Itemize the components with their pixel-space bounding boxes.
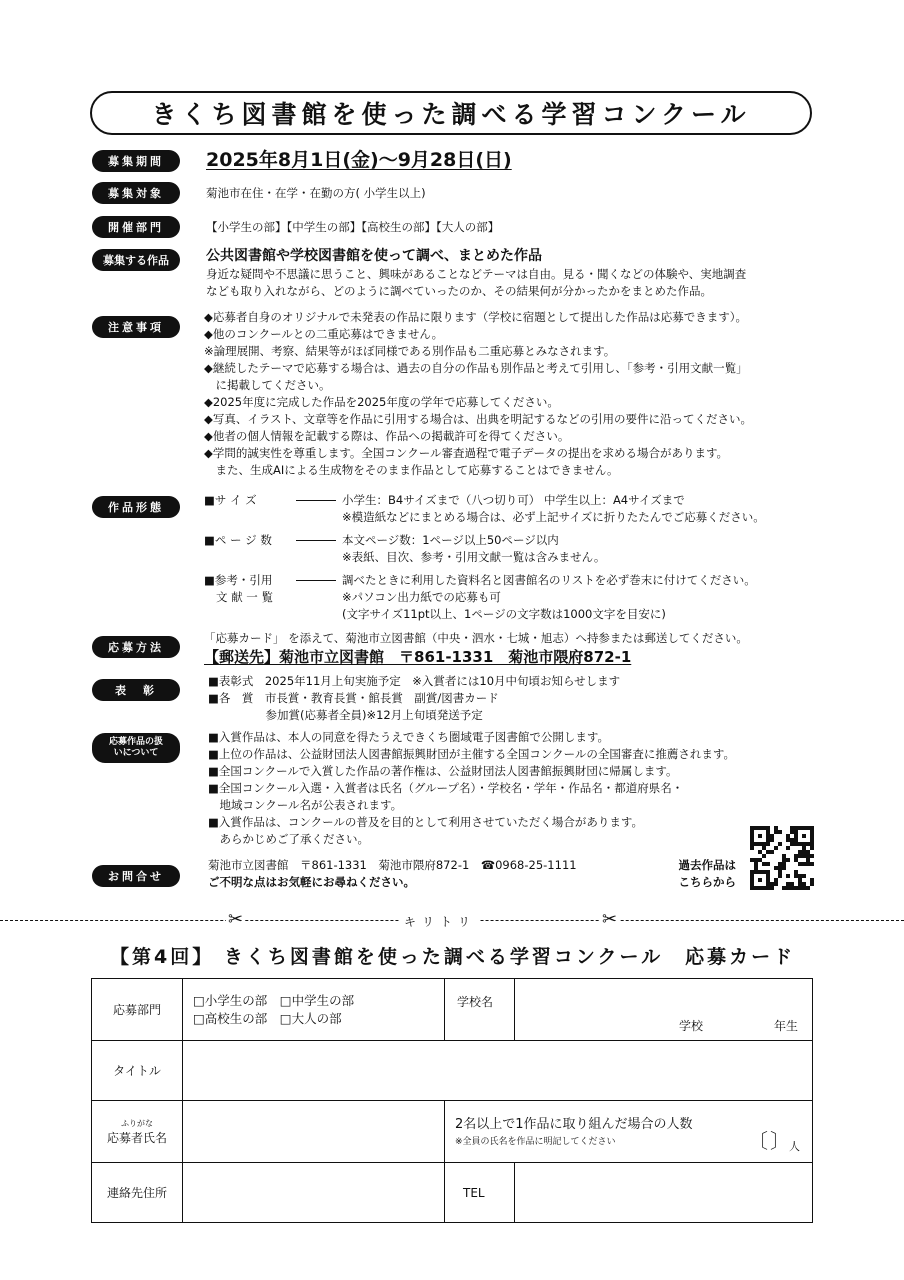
handling-line: ■上位の作品は、公益財団法人図書館振興財団が主催する全国コンクールの全国審査に推薦されます。 [208, 747, 735, 761]
name-label: 応募者氏名 [106, 1130, 167, 1145]
format-pages-line: ※表紙、目次、参考・引用文献一覧は含みません。 [342, 550, 606, 564]
group-text: 2名以上で1作品に取り組んだ場合の人数 [455, 1117, 693, 1132]
format-size-line: ※模造紙などにまとめる場合は、必ず上記サイズに折りたたんでご応募ください。 [342, 510, 765, 524]
furigana-label: ふりがな [121, 1118, 153, 1128]
note-line: また、生成AIによる生成物をそのまま作品として応募することはできません。 [204, 463, 619, 477]
divisions-text: 【小学生の部】【中学生の部】【高校生の部】【大人の部】 [206, 220, 500, 234]
divider-line [296, 580, 336, 581]
name-field[interactable] [183, 1101, 445, 1163]
note-line: ◆2025年度に完成した作品を2025年度の学年で応募してください。 [204, 395, 559, 409]
school-field[interactable] [515, 979, 813, 1041]
section-label-handling: 応募作品の扱いについて [92, 733, 180, 763]
divider-line [296, 540, 336, 541]
address-label: 連絡先住所 [92, 1163, 183, 1223]
past-works-caption [672, 857, 736, 891]
note-line: ※論理展開、考察、結果等がほぼ同様である別作品も二重応募とみなされます。 [204, 344, 616, 358]
division-option-line[interactable]: □高校生の部 □大人の部 [193, 1010, 342, 1026]
handling-block [208, 729, 824, 848]
scissors-icon: ✂ [602, 909, 618, 930]
handling-line: あらかじめご了承ください。 [208, 832, 369, 846]
note-line: ◆学問的誠実性を尊重します。全国コンクール審査過程で電子データの提出を求める場合があります。 [204, 446, 729, 460]
section-label-contact: お問合せ [92, 865, 180, 887]
tel-label: TEL [445, 1163, 515, 1223]
format-references-label: ■参考・引用 [204, 573, 273, 587]
card-title: 【第4回】 きくち図書館を使った調べる学習コンクール 応募カード [110, 946, 796, 968]
format-references-line: (文字サイズ11pt以上、1ページの文字数は1000文字を目安に) [342, 607, 666, 621]
award-line: ■表彰式 2025年11月上旬実施予定 ※入賞者には10月中旬頃お知らせします [208, 674, 621, 688]
contact-line: 菊池市立図書館 〒861-1331 菊池市隈府872-1 ☎0968-25-1111 [208, 858, 577, 872]
section-label-period: 募集期間 [92, 150, 180, 172]
note-line: ◆写真、イラスト、文章等を作品に引用する場合は、出典を明記するなどの引用の要件に沿ってください。 [204, 412, 752, 426]
group-cell[interactable] [445, 1101, 813, 1163]
name-label-cell [92, 1101, 183, 1163]
method-text: 「応募カード」 を添えて、菊池市立図書館（中央・泗水・七城・旭志）へ持参または郵送してください。 [204, 631, 748, 645]
past-works-line: 過去作品は [678, 858, 736, 872]
target-text: 菊池市在住・在学・在勤の方( 小学生以上) [206, 186, 426, 200]
grade-suffix: 年生 [773, 1019, 798, 1033]
section-label-divisions: 開催部門 [92, 216, 180, 238]
divider-line [296, 500, 336, 501]
award-block [208, 673, 824, 724]
note-line: ◆他のコンクールとの二重応募はできません。 [204, 327, 444, 341]
format-pages-line: 本文ページ数：1ページ以上50ページ以内 [342, 533, 559, 547]
section-label-award: 表 彰 [92, 679, 180, 701]
cut-text: キリトリ [400, 913, 480, 930]
section-label-method: 応募方法 [92, 636, 180, 658]
award-line: 参加賞(応募者全員)※12月上旬頃発送予定 [208, 708, 483, 722]
format-pages [204, 532, 814, 566]
works-line: なども取り入れながら、どのように調べていったのか、その結果何が分かったかをまとめた作品。 [206, 284, 712, 298]
handling-line: ■全国コンクールで入賞した作品の著作権は、公益財団法人図書館振興財団に帰属します。 [208, 764, 678, 778]
handling-line: ■入賞作品は、コンクールの普及を目的として利用させていただく場合があります。 [208, 815, 643, 829]
section-label-target: 募集対象 [92, 182, 180, 204]
section-label-works: 募集する作品 [92, 249, 180, 271]
school-label: 学校名 [445, 979, 515, 1041]
contact-note: ご不明な点はお気軽にお尋ねください。 [208, 875, 415, 889]
title-field[interactable] [183, 1041, 813, 1101]
format-size-label: ■サ イ ズ [204, 493, 257, 507]
past-works-line: こちらから [678, 875, 736, 889]
bracket-open-icon: 〔 [748, 1129, 768, 1153]
group-unit: 人 [789, 1140, 800, 1153]
group-note: ※全員の氏名を作品に明記してください [455, 1137, 616, 1147]
works-line: 身近な疑問や不思議に思うこと、興味があることなどテーマは自由。見る・聞くなどの体験や、実地調査 [206, 267, 747, 281]
cut-line [0, 909, 904, 930]
period-text: 2025年8月1日(金)〜9月28日(日) [206, 149, 512, 171]
works-heading: 公共図書館や学校図書館を使って調べ、まとめた作品 [206, 248, 542, 264]
format-size-line: 小学生：B4サイズまで（八つ切り可） 中学生以上：A4サイズまで [342, 493, 685, 507]
note-line: ◆他者の個人情報を記載する際は、作品への掲載許可を得てください。 [204, 429, 570, 443]
format-pages-label: ■ペ ー ジ 数 [204, 533, 272, 547]
title-label: タイトル [92, 1041, 183, 1101]
handling-line: ■入賞作品は、本人の同意を得たうえできくち圏域電子図書館で公開します。 [208, 730, 609, 744]
handling-line: 地域コンクール名が公表されます。 [208, 798, 403, 812]
page-title: きくち図書館を使った調べる学習コンクール [90, 91, 812, 135]
division-option-line[interactable]: □小学生の部 □中学生の部 [193, 992, 355, 1008]
school-suffix: 学校 [679, 1019, 704, 1033]
section-label-notes: 注意事項 [92, 316, 180, 338]
format-references-label2: 文 献 一 覧 [216, 590, 273, 604]
address-field[interactable] [183, 1163, 445, 1223]
note-line: ◆応募者自身のオリジナルで未発表の作品に限ります（学校に宿題として提出した作品は応募できます）。 [204, 310, 748, 324]
division-label: 応募部門 [92, 979, 183, 1041]
notes-block [204, 309, 824, 479]
handling-line: ■全国コンクール入選・入賞者は氏名（グループ名）・学校名・学年・作品名・都道府県名・ [208, 781, 684, 795]
qr-code[interactable] [750, 826, 814, 890]
format-references-line: 調べたときに利用した資料名と図書館名のリストを必ず巻末に付けてください。 [342, 573, 756, 587]
application-card [91, 978, 813, 1223]
section-label-format: 作品形態 [92, 496, 180, 518]
format-size [204, 492, 814, 526]
scissors-icon: ✂ [228, 909, 244, 930]
award-line: ■各 賞 市長賞・教育長賞・館長賞 副賞/図書カード [208, 691, 499, 705]
mailing-address: 【郵送先】菊池市立図書館 〒861-1331 菊池市隈府872-1 [204, 648, 632, 666]
tel-field[interactable] [515, 1163, 813, 1223]
works-block [206, 246, 824, 300]
format-references [204, 572, 814, 624]
format-references-line: ※パソコン出力紙での応募も可 [342, 590, 501, 604]
method-block [204, 630, 824, 667]
division-options[interactable] [183, 979, 445, 1041]
bracket-close-icon: 〕 [770, 1129, 790, 1153]
note-line: に掲載してください。 [204, 378, 331, 392]
note-line: ◆継続したテーマで応募する場合は、過去の自分の作品も別作品と考えて引用し、「参考・引用文献一覧」 [204, 361, 748, 375]
